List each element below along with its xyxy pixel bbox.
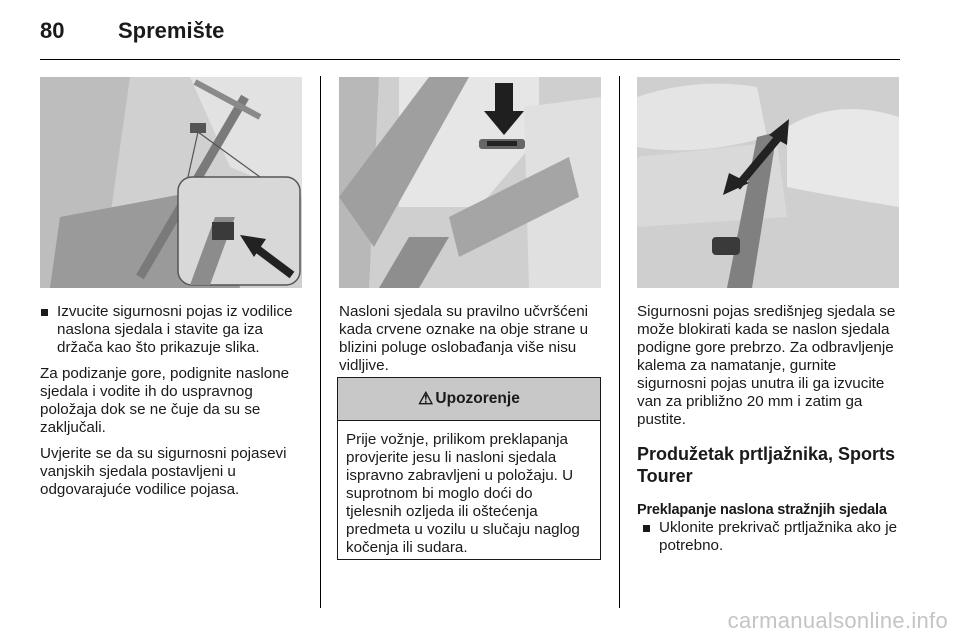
- figure-backrest-lock: [339, 77, 601, 288]
- bullet-item: Izvucite sigurnosni pojas iz vodilice naslona sjedala i stavite ga iza držača kao što prikazuje slika.: [40, 303, 310, 357]
- subheading: Preklapanje naslona stražnjih sjedala: [637, 502, 887, 518]
- paragraph: Uvjerite se da su sigurnosni pojasevi vanjskih sjedala postavljeni u odgovarajuće vodilice pojasa.: [40, 445, 287, 498]
- right-column-text: [637, 303, 907, 563]
- page-header: [40, 18, 224, 48]
- warning-header: [338, 378, 600, 421]
- warning-text: Prije vožnje, prilikom preklapanja provjerite jesu li nasloni sjedala ispravno zabravljeni u položaju. U suprotnom bi moglo doći do tjelesnih ozljeda ili oštećenja predmeta u vozilu u slučaju naglog kočenja ili sudara.: [346, 431, 580, 556]
- section-title: Spremište: [118, 18, 225, 43]
- page-number: 80: [40, 18, 65, 43]
- middle-column-text: [339, 303, 604, 383]
- paragraph: Nasloni sjedala su pravilno učvršćeni kada crvene oznake na obje strane u blizini poluge oslobađanja više nisu vidljive.: [339, 303, 589, 374]
- figure-seatbelt-guide: [40, 77, 302, 288]
- warning-icon: ⚠: [418, 389, 434, 408]
- column-divider-right: [619, 76, 620, 608]
- column-divider-left: [320, 76, 321, 608]
- warning-box: [337, 377, 601, 560]
- section-heading: Produžetak prtljažnika, Sports Tourer: [637, 444, 896, 486]
- watermark: carmanualsonline.info: [727, 608, 948, 633]
- warning-title: Upozorenje: [435, 390, 520, 407]
- paragraph: Za podizanje gore, podignite naslone sjedala i vodite ih do uspravnog položaja dok se ne čuje da su se zaključali.: [40, 365, 290, 436]
- left-column-text: [40, 303, 310, 507]
- bullet-item: Uklonite prekrivač prtljažnika ako je potrebno.: [642, 519, 907, 555]
- paragraph: Sigurnosni pojas središnjeg sjedala se može blokirati kada se naslon sjedala podigne gore prebrzo. Za odbravljenje kalema za namatanje, gurnite sigurnosni pojas unutra ili ga izvucite van za približno 20 mm i zatim ga pustite.: [637, 303, 896, 428]
- figure-center-seatbelt: [637, 77, 899, 288]
- header-rule: [40, 59, 900, 60]
